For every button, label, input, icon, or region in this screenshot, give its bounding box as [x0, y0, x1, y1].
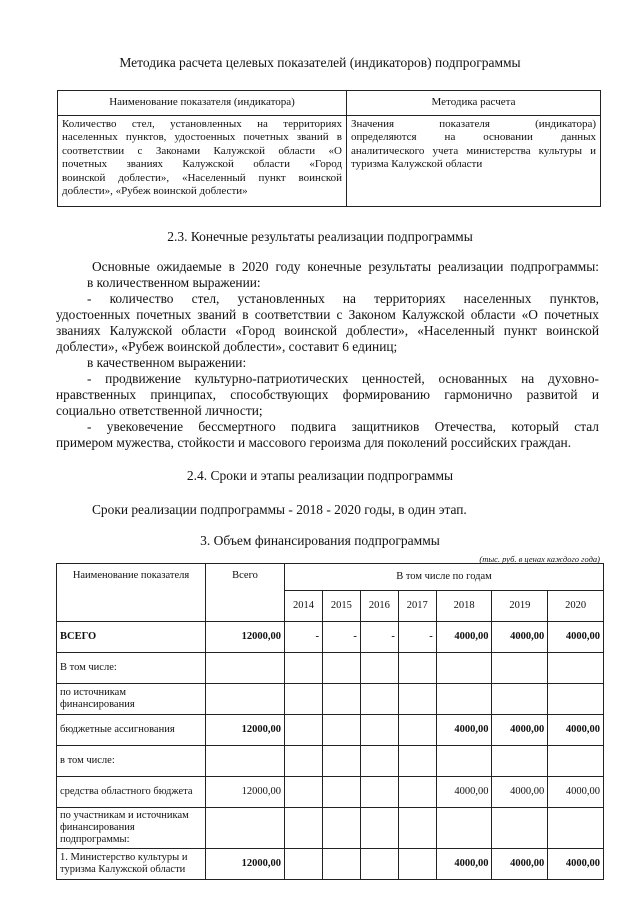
text-line: удостоенных почетных званий в соответствии с Законом Калужской области «О почетных — [56, 307, 599, 322]
table-row — [57, 746, 604, 777]
text-line: - увековечение бессмертного подвига защитников Отечества, который стал — [87, 419, 599, 434]
row-total-cell — [206, 808, 285, 849]
row-year-cell: 4000,00 — [492, 777, 548, 808]
row-total-cell — [206, 746, 285, 777]
table-row — [57, 622, 604, 653]
row-year-cell — [436, 746, 492, 777]
row-year-cell — [322, 777, 360, 808]
row-year-cell — [360, 849, 398, 880]
method-cell — [347, 116, 601, 207]
method-line: аналитического учета министерства культуры и — [351, 144, 596, 157]
row-year-cell — [398, 684, 436, 715]
text-line: - продвижение культурно-патриотических ценностей, основанных на духовно- — [87, 371, 599, 386]
row-year-cell — [285, 715, 323, 746]
row-year-cell — [360, 808, 398, 849]
column-header-indicator: Наименование показателя (индикатора) — [58, 91, 347, 116]
method-line: определяются на основании данных — [351, 131, 596, 144]
row-year-cell: 4000,00 — [436, 777, 492, 808]
table-row — [57, 684, 604, 715]
year-header: 2017 — [398, 591, 436, 622]
indicator-line: соответствии с Законами Калужской области «О — [62, 144, 342, 157]
row-year-cell — [285, 849, 323, 880]
column-header-name: Наименование показателя — [57, 564, 206, 622]
table-header-row — [57, 564, 604, 591]
row-year-cell — [548, 746, 604, 777]
row-year-cell: 4000,00 — [548, 777, 604, 808]
row-year-cell — [285, 684, 323, 715]
row-year-cell — [398, 715, 436, 746]
column-header-total: Всего — [206, 564, 285, 622]
table-row — [57, 653, 604, 684]
year-header: 2020 — [548, 591, 604, 622]
row-year-cell — [360, 777, 398, 808]
method-line: Значения показателя (индикатора) — [351, 118, 596, 130]
table-header-row — [58, 91, 601, 116]
row-total-cell: 12000,00 — [206, 849, 285, 880]
row-year-cell — [322, 684, 360, 715]
row-total-cell — [206, 653, 285, 684]
section-2-3-heading: 2.3. Конечные результаты реализации подпрограммы — [167, 229, 473, 244]
column-header-method: Методика расчета — [347, 91, 601, 116]
methodology-table — [57, 90, 601, 207]
table-row — [57, 849, 604, 880]
row-year-cell: 4000,00 — [436, 849, 492, 880]
row-name-cell: бюджетные ассигнования — [57, 715, 206, 746]
method-line: туризма Калужской области — [351, 158, 483, 171]
row-year-cell — [548, 684, 604, 715]
memory-paragraph — [87, 419, 599, 435]
row-year-cell — [492, 746, 548, 777]
row-name-cell: ВСЕГО — [57, 622, 206, 653]
indicator-line: населенных пунктов, удостоенных почетных званий в — [62, 131, 342, 144]
row-year-cell — [436, 653, 492, 684]
row-year-cell — [322, 715, 360, 746]
memory-paragraph-cont — [56, 435, 599, 451]
text-line: званиях Калужской области «Город воинской доблести», «Населенный пункт воинской — [56, 323, 599, 339]
row-year-cell — [436, 808, 492, 849]
financing-table — [56, 563, 604, 880]
row-year-cell — [360, 653, 398, 684]
row-year-cell: - — [285, 622, 323, 653]
row-year-cell: - — [322, 622, 360, 653]
row-year-cell: 4000,00 — [492, 622, 548, 653]
row-total-cell — [206, 684, 285, 715]
text-line: Основные ожидаемые в 2020 году конечные результаты реализации подпрограммы: — [92, 259, 599, 274]
row-name-cell: по источникам финансирования — [57, 684, 206, 715]
row-year-cell — [322, 746, 360, 777]
row-year-cell — [360, 684, 398, 715]
row-year-cell — [322, 653, 360, 684]
methodology-title: Методика расчета целевых показателей (индикаторов) подпрограммы — [119, 55, 521, 70]
row-year-cell — [360, 746, 398, 777]
row-year-cell — [360, 715, 398, 746]
year-header: 2019 — [492, 591, 548, 622]
row-name-cell: в том числе: — [57, 746, 206, 777]
row-year-cell — [436, 684, 492, 715]
table-row — [57, 777, 604, 808]
row-year-cell: 4000,00 — [492, 715, 548, 746]
row-year-cell: 4000,00 — [548, 849, 604, 880]
row-year-cell: - — [398, 622, 436, 653]
indicator-line: Количество стел, установленных на территориях — [62, 118, 342, 130]
row-total-cell: 12000,00 — [206, 715, 285, 746]
row-year-cell — [548, 653, 604, 684]
row-year-cell — [322, 808, 360, 849]
row-year-cell — [492, 653, 548, 684]
year-header: 2015 — [322, 591, 360, 622]
row-total-cell: 12000,00 — [206, 622, 285, 653]
text-line: примером мужества, стойкости и массового героизма для поколений российских граждан. — [56, 435, 572, 450]
row-year-cell: 4000,00 — [548, 715, 604, 746]
quantity-paragraph — [87, 291, 599, 307]
section-3-heading: 3. Объем финансирования подпрограммы — [200, 533, 440, 548]
row-name-cell: средства областного бюджета — [57, 777, 206, 808]
table-row — [57, 808, 604, 849]
row-name-cell: по участникам и источникам финансирования подпрограммы: — [57, 808, 206, 849]
year-header: 2018 — [436, 591, 492, 622]
row-name-cell: В том числе: — [57, 653, 206, 684]
row-year-cell — [398, 808, 436, 849]
text-line: доблести», «Рубеж воинской доблести», составит 6 единиц; — [56, 339, 398, 355]
indicator-line: воинской доблести», «Населенный пункт воинской — [62, 171, 342, 184]
section-2-4-heading: 2.4. Сроки и этапы реализации подпрограммы — [186, 468, 454, 483]
quantity-paragraph-cont — [56, 307, 599, 355]
row-year-cell — [492, 808, 548, 849]
row-total-cell: 12000,00 — [206, 777, 285, 808]
quality-paragraph — [87, 371, 599, 387]
row-year-cell — [548, 808, 604, 849]
row-year-cell — [398, 777, 436, 808]
row-year-cell — [285, 746, 323, 777]
row-year-cell — [398, 849, 436, 880]
text-line: в качественном выражении: — [87, 355, 247, 370]
indicator-cell — [58, 116, 347, 207]
row-year-cell — [398, 653, 436, 684]
row-year-cell — [285, 653, 323, 684]
indicator-line: доблести», «Рубеж воинской доблести» — [62, 185, 248, 198]
row-year-cell: 4000,00 — [548, 622, 604, 653]
row-year-cell: 4000,00 — [436, 715, 492, 746]
row-year-cell — [285, 808, 323, 849]
text-line: социально ответственной личности; — [56, 403, 263, 419]
text-line: нравственных принципах, способствующих формированию гармонично развитой и — [56, 387, 599, 402]
row-year-cell — [285, 777, 323, 808]
row-year-cell — [322, 849, 360, 880]
quality-paragraph-cont — [56, 387, 599, 419]
table-row — [57, 715, 604, 746]
row-year-cell: 4000,00 — [492, 849, 548, 880]
column-header-years-group: В том числе по годам — [285, 564, 604, 591]
row-year-cell: - — [360, 622, 398, 653]
year-header: 2014 — [285, 591, 323, 622]
terms-text: Сроки реализации подпрограммы - 2018 - 2020 годы, в один этап. — [92, 502, 467, 517]
units-note: (тыс. руб. в ценах каждого года) — [479, 554, 600, 564]
row-year-cell — [398, 746, 436, 777]
year-header: 2016 — [360, 591, 398, 622]
row-year-cell: 4000,00 — [436, 622, 492, 653]
row-year-cell — [492, 684, 548, 715]
indicator-line: почетных званиях Калужской области «Город — [62, 158, 342, 171]
text-line: - количество стел, установленных на территориях населенных пунктов, — [87, 291, 599, 306]
table-row — [58, 116, 601, 207]
results-intro — [87, 259, 599, 275]
row-name-cell: 1. Министерство культуры и туризма Калужской области — [57, 849, 206, 880]
text-line: в количественном выражении: — [87, 275, 261, 290]
